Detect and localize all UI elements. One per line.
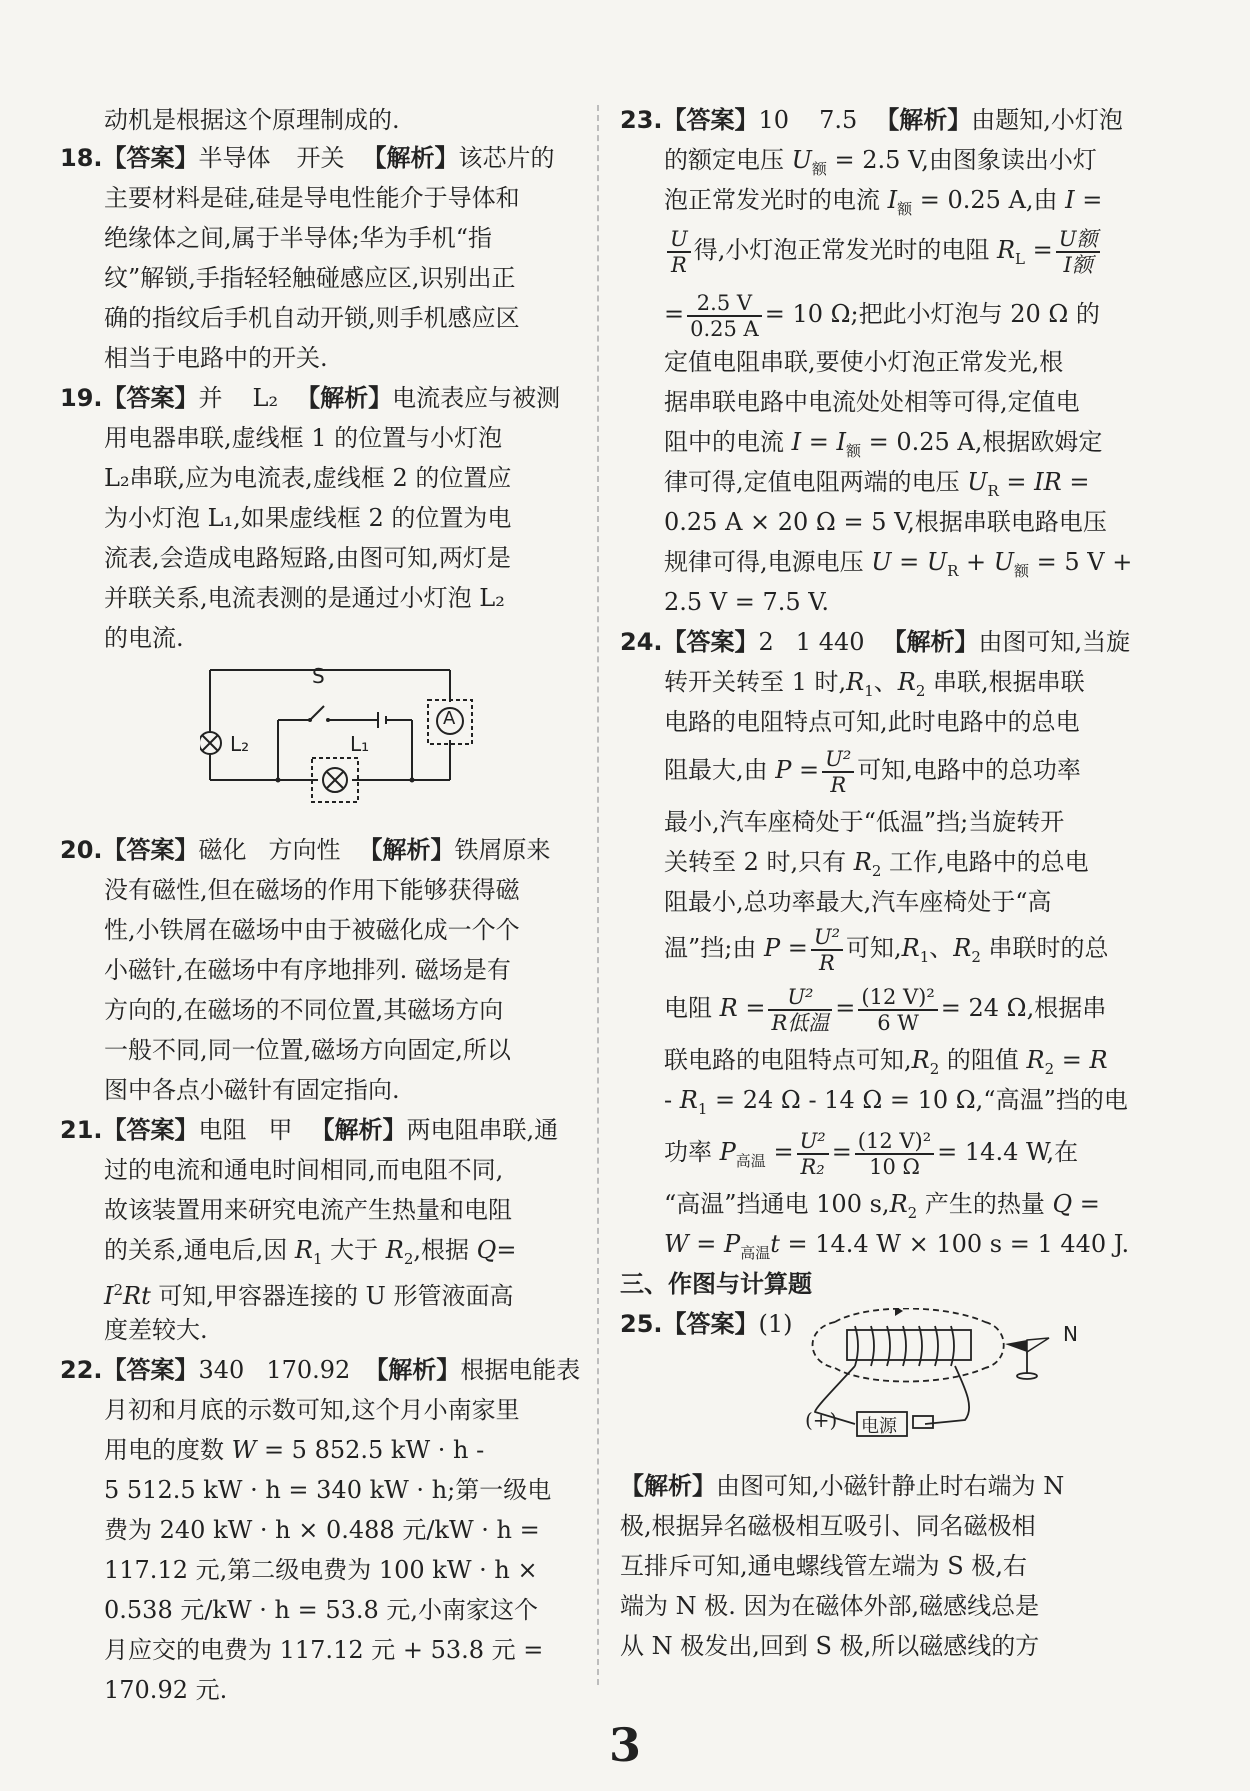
q19-line-2: 用电器串联,虚线框 1 的位置与小灯泡 — [104, 424, 503, 452]
q24-line-11: - $R_1 = 24$ Ω - 14 Ω = 10 Ω,“高温”挡的电 — [664, 1086, 1128, 1118]
q19-line-3: L₂串联,应为电流表,虚线框 2 的位置应 — [104, 464, 512, 492]
q25-number: 25. — [620, 1310, 663, 1338]
q19-answer-1: 并 — [198, 384, 223, 412]
q23-line-7: 据串联电路中电流处处相等可得,定值电 — [664, 388, 1080, 416]
q23-line-3: 泡正常发光时的电流 $I_额 = 0.25$ A,由 I = — [664, 186, 1103, 218]
q23-line-5: = $\frac{2.5 V}{0.25 A}$ = 10 Ω;把此小灯泡与 20 Ω 的 — [664, 290, 1100, 341]
q25-analysis-line-5: 从 N 极发出,回到 S 极,所以磁感线的方 — [620, 1632, 1040, 1660]
q18-line-3: 绝缘体之间,属于半导体;华为手机“指 — [104, 224, 492, 252]
q21-line-2: 过的电流和通电时间相同,而电阻不同, — [104, 1156, 504, 1184]
column-divider — [597, 105, 599, 1685]
q23-line-11: 规律可得,电源电压 $U = U_R + U_额 = 5$ V + — [664, 548, 1133, 580]
q24-line-14: $W = P_{高温}t = 14.4$ W × 100 s = 1 440 J. — [664, 1230, 1130, 1262]
q19-answer-tag: 【答案】 — [102, 384, 199, 412]
q19-line-5: 流表,会造成电路短路,由图可知,两灯是 — [104, 544, 511, 572]
q22-line-5: 费为 240 kW · h × 0.488 元/kW · h = — [104, 1516, 540, 1544]
section-3-heading: 三、作图与计算题 — [620, 1270, 812, 1298]
q20-line-7: 图中各点小磁针有固定指向. — [104, 1076, 400, 1104]
q18-analysis-tag: 【解析】 — [362, 144, 459, 172]
q18-line-4: 纹”解锁,手指轻轻触碰感应区,识别出正 — [104, 264, 516, 292]
fraction-12v2-over-10ohm: $\frac{\text{(12 V)²}}{10 \Omega}$ — [855, 1129, 934, 1179]
q18-answer-2: 开关 — [296, 144, 345, 172]
q22-analysis-tag: 【解析】 — [364, 1356, 461, 1384]
q25-line-1 — [620, 1304, 793, 1344]
q25-solenoid-diagram — [795, 1308, 1125, 1438]
q23-line-6: 定值电阻串联,要使小灯泡正常发光,根 — [664, 348, 1064, 376]
q21-line-4: 的关系,通电后,因 $R_1$ 大于 $R_2$,根据 Q= — [104, 1236, 517, 1268]
q20-line-3: 性,小铁屑在磁场中由于被磁化成一个个 — [104, 916, 520, 944]
north-pole-label: N — [1063, 1322, 1078, 1346]
q24-line-1: 24.【答案】2 1 440 【解析】由图可知,当旋 — [620, 628, 1131, 656]
lamp-l1-label: L₁ — [350, 732, 370, 756]
q20-line-4: 小磁针,在磁场中有序地排列. 磁场是有 — [104, 956, 511, 984]
fraction-u-rated-over-i-rated: $\frac{\text{U额}}{\text{I额}}$ — [1056, 227, 1101, 277]
q21-answer-1: 电阻 — [198, 1116, 247, 1144]
q24-number: 24. — [620, 628, 663, 656]
q23-line-10: 0.25 A × 20 Ω = 5 V,根据串联电路电压 — [664, 508, 1107, 536]
q20-answer-1: 磁化 — [198, 836, 247, 864]
q18-number: 18. — [60, 144, 103, 172]
fraction-u2-over-r2: $\frac{\text{U²}}{\text{R₂}}$ — [797, 1129, 829, 1179]
q22-answer-tag: 【答案】 — [102, 1356, 199, 1384]
q23-line-1: 23.【答案】10 7.5 【解析】由题知,小灯泡 — [620, 106, 1123, 134]
fraction-12v2-over-6w: $\frac{\text{(12 V)²}}{6 W}$ — [858, 985, 937, 1035]
positive-terminal-label: (+) — [805, 1408, 838, 1432]
q18-line-2: 主要材料是硅,硅是导电性能介于导体和 — [104, 184, 520, 212]
q25-analysis-line-2: 极,根据异名磁极相互吸引、同名磁极相 — [620, 1512, 1036, 1540]
q22-line-6: 117.12 元,第二级电费为 100 kW · h × — [104, 1556, 538, 1584]
q18-line-6: 相当于电路中的开关. — [104, 344, 328, 372]
q20-line-1: 20.【答案】磁化 方向性 【解析】铁屑原来 — [60, 836, 551, 864]
q19-analysis-tag: 【解析】 — [296, 384, 393, 412]
q22-line-9: 170.92 元. — [104, 1676, 228, 1704]
q20-line-2: 没有磁性,但在磁场的作用下能够获得磁 — [104, 876, 520, 904]
q24-line-7: 阻最小,总功率最大,汽车座椅处于“高 — [664, 888, 1052, 916]
q22-line-2: 月初和月底的示数可知,这个月小南家里 — [104, 1396, 520, 1424]
q18-answer-1: 半导体 — [198, 144, 271, 172]
q24-line-6: 关转至 2 时,只有 $R_2$ 工作,电路中的总电 — [664, 848, 1089, 880]
q21-line-1: 21.【答案】电阻 甲 【解析】两电阻串联,通 — [60, 1116, 559, 1144]
q18-line-5: 确的指纹后手机自动开锁,则手机感应区 — [104, 304, 520, 332]
lamp-l2-label: L₂ — [230, 732, 250, 756]
q22-line-1: 22.【答案】340 170.92 【解析】根据电能表 — [60, 1356, 581, 1384]
fraction-2-5v-over-0-25a: $\frac{2.5 V}{0.25 A}$ — [687, 291, 762, 341]
q24-line-5: 最小,汽车座椅处于“低温”挡;当旋转开 — [664, 808, 1065, 836]
fraction-u2-over-r: $\frac{\text{U²}}{R}$ — [822, 747, 854, 797]
q24-line-13: “高温”挡通电 100 $s,R_2$ 产生的热量 Q = — [664, 1190, 1100, 1222]
q24-line-2: 转开关转至 1 时$,R_1$、$R_2$ 串联,根据串联 — [664, 668, 1085, 700]
q24-answer-1: 2 — [758, 628, 774, 656]
q21-answer-tag: 【答案】 — [102, 1116, 199, 1144]
q24-line-9: 电阻 R = $\frac{\text{U²}}{\text{R低温}}$ = $\frac{\text{(12 V)²}}{6 W}$ = 24 Ω,根据串 — [664, 984, 1107, 1035]
q20-analysis-tag: 【解析】 — [358, 836, 455, 864]
q25-analysis-tag: 【解析】 — [620, 1472, 716, 1500]
q24-line-12: 功率 $P_{高温}$ = $\frac{\text{U²}}{\text{R₂}}$ = $\frac{\text{(12 V)²}}{10 \Omega}$ = 14.4 W,在 — [664, 1128, 1079, 1179]
q18-line-1: 18.【答案】半导体 开关 【解析】该芯片的 — [60, 144, 555, 172]
q25-analysis-line-4: 端为 N 极. 因为在磁体外部,磁感线总是 — [620, 1592, 1040, 1620]
q23-answer-2: 7.5 — [819, 106, 858, 134]
q22-number: 22. — [60, 1356, 103, 1384]
ammeter-label: A — [443, 708, 456, 729]
fraction-u-over-r: $\frac{U}{R}$ — [667, 227, 691, 277]
fraction-u2-over-r-low: $\frac{\text{U²}}{\text{R低温}}$ — [768, 985, 832, 1035]
q21-analysis-tag: 【解析】 — [310, 1116, 407, 1144]
q20-line-5: 方向的,在磁场的不同位置,其磁场方向 — [104, 996, 504, 1024]
q23-line-12: 2.5 V = 7.5 V. — [664, 588, 830, 616]
q23-answer-1: 10 — [758, 106, 790, 134]
q24-line-8: 温”挡;由 P = $\frac{\text{U²}}{R}$ 可知$,R_1$、$R_2$ 串联时的总 — [664, 924, 1109, 975]
q22-line-3: 用电的度数 W = 5 852.5 kW · h - — [104, 1436, 485, 1464]
q25-analysis-line-1: 【解析】由图可知,小磁针静止时右端为 N — [620, 1472, 1065, 1500]
page-number: 3 — [608, 1718, 641, 1772]
q23-line-8: 阻中的电流 $I = I_额 = 0.25$ A,根据欧姆定 — [664, 428, 1103, 460]
q23-line-9: 律可得,定值电阻两端的电压 $U_R$ = IR = — [664, 468, 1090, 500]
q20-number: 20. — [60, 836, 103, 864]
q19-answer-2: L₂ — [252, 384, 279, 412]
q23-line-2: 的额定电压 $U_额 = 2.5$ V,由图象读出小灯 — [664, 146, 1097, 178]
fraction-u2-over-r-2: $\frac{\text{U²}}{R}$ — [811, 925, 843, 975]
q25-answer-tag: 【答案】 — [662, 1310, 759, 1338]
q24-line-4: 阻最大,由 P = $\frac{\text{U²}}{R}$ 可知,电路中的总功率 — [664, 746, 1081, 797]
q21-number: 21. — [60, 1116, 103, 1144]
q22-line-4: 5 512.5 kW · h = 340 kW · h;第一级电 — [104, 1476, 552, 1504]
q23-line-4: $\frac{U}{R}$ 得,小灯泡正常发光时的电阻 $R_L$ = $\frac{\text{U额}}{\text{I额}}$ — [664, 222, 1103, 287]
q21-line-6: 度差较大. — [104, 1316, 208, 1344]
q24-line-10: 联电路的电阻特点可知$,R_2$ 的阻值 $R_2 = R$ — [664, 1046, 1108, 1078]
q22-line-7: 0.538 元/kW · h = 53.8 元,小南家这个 — [104, 1596, 539, 1624]
q19-line-7: 的电流. — [104, 624, 184, 652]
q25-part: (1) — [758, 1310, 793, 1338]
continuation-line: 动机是根据这个原理制成的. — [104, 106, 400, 134]
q23-number: 23. — [620, 106, 663, 134]
q21-line-5: $I^2Rt$ 可知,甲容器连接的 U 形管液面高 — [104, 1281, 514, 1310]
q18-answer-tag: 【答案】 — [102, 144, 199, 172]
q22-line-8: 月应交的电费为 117.12 元 + 53.8 元 = — [104, 1636, 544, 1664]
switch-label: S — [312, 664, 325, 688]
q19-number: 19. — [60, 384, 103, 412]
q23-analysis-tag: 【解析】 — [875, 106, 972, 134]
q25-analysis-line-3: 互排斥可知,通电螺线管左端为 S 极,右 — [620, 1552, 1027, 1580]
q22-answer-2: 170.92 — [266, 1356, 351, 1384]
q19-circuit-diagram — [200, 660, 530, 820]
q21-line-3: 故该装置用来研究电流产生热量和电阻 — [104, 1196, 512, 1224]
q20-answer-tag: 【答案】 — [102, 836, 199, 864]
q23-answer-tag: 【答案】 — [662, 106, 759, 134]
q20-line-6: 一般不同,同一位置,磁场方向固定,所以 — [104, 1036, 511, 1064]
q21-answer-2: 甲 — [268, 1116, 293, 1144]
q19-line-6: 并联关系,电流表测的是通过小灯泡 L₂ — [104, 584, 505, 612]
q20-answer-2: 方向性 — [268, 836, 341, 864]
q24-analysis-tag: 【解析】 — [882, 628, 979, 656]
q24-answer-tag: 【答案】 — [662, 628, 759, 656]
q24-line-3: 电路的电阻特点可知,此时电路中的总电 — [664, 708, 1080, 736]
q22-answer-1: 340 — [198, 1356, 245, 1384]
power-source-label: 电源 — [861, 1416, 897, 1437]
q19-line-4: 为小灯泡 L₁,如果虚线框 2 的位置为电 — [104, 504, 512, 532]
q24-answer-2: 1 440 — [795, 628, 865, 656]
q19-line-1: 19.【答案】并 L₂ 【解析】电流表应与被测 — [60, 384, 561, 412]
